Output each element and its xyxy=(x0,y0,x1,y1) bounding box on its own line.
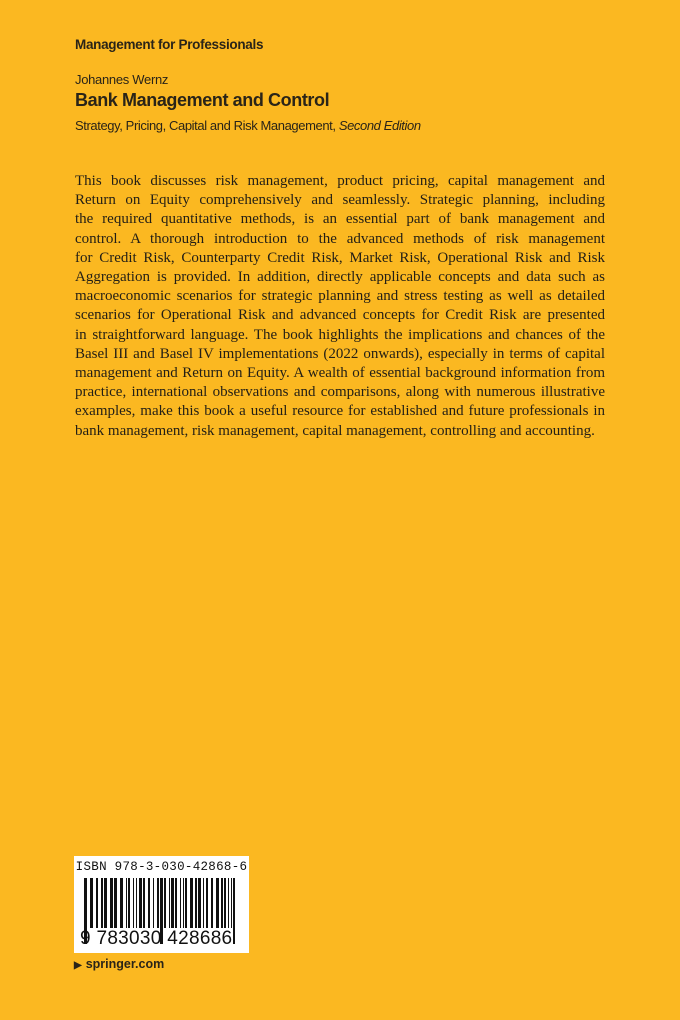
barcode-bar xyxy=(143,878,145,928)
barcode-bar xyxy=(148,878,150,928)
barcode-bar xyxy=(231,878,232,928)
ean-number: 9 783030 428686 xyxy=(80,928,233,949)
blurb-line: bank management, risk management, capital management, controlling and accounting. xyxy=(75,422,595,439)
book-title: Bank Management and Control xyxy=(75,90,330,110)
blurb-line: control. A thorough introduction to the advanced methods of risk management xyxy=(75,230,605,247)
barcode-bar xyxy=(114,878,117,928)
barcode-bar xyxy=(171,878,174,928)
author-name: Johannes Wernz xyxy=(75,72,169,87)
barcode-bar xyxy=(221,878,223,928)
barcode-bar xyxy=(133,878,134,928)
barcode-bar xyxy=(175,878,177,928)
barcode-bar xyxy=(104,878,107,928)
blurb-line: scenarios for Operational Risk and advanced concepts for Credit Risk are presented xyxy=(75,307,605,324)
barcode-bar xyxy=(203,878,204,928)
barcode-bar xyxy=(110,878,113,928)
barcode-bar xyxy=(169,878,170,928)
blurb-line: Aggregation is provided. In addition, directly applicable concepts and data such as xyxy=(75,269,605,286)
blurb-line: practice, international observations and comparisons, along with numerous illustrative xyxy=(75,384,605,401)
blurb-line: This book discusses risk management, product pricing, capital management and xyxy=(75,173,605,189)
barcode-bar xyxy=(206,878,208,928)
edition-text: Second Edition xyxy=(338,118,421,133)
blurb xyxy=(75,172,605,441)
barcode-bar xyxy=(216,878,219,928)
play-arrow-icon: ▶ xyxy=(74,960,82,971)
barcode-bar xyxy=(190,878,193,928)
blurb-line: macroeconomic scenarios for strategic planning and stress testing as well as detailed xyxy=(75,288,605,305)
publisher-link-text: springer.com xyxy=(85,957,165,971)
barcode-bar xyxy=(228,878,229,928)
book-subtitle xyxy=(75,118,421,133)
barcode-bar xyxy=(180,878,181,928)
blurb-line: the required quantitative methods, is an essential part of bank management and xyxy=(75,211,605,228)
barcode-bar xyxy=(120,878,123,928)
series-name: Management for Professionals xyxy=(75,37,264,52)
barcode-bar xyxy=(211,878,213,928)
barcode-bar xyxy=(96,878,98,928)
barcode xyxy=(74,856,249,953)
publisher-link[interactable] xyxy=(74,957,164,971)
barcode-bar xyxy=(198,878,201,928)
blurb-line: Basel III and Basel IV implementations (2022 onwards), especially in terms of capital xyxy=(75,345,605,362)
barcode-bar xyxy=(139,878,142,928)
barcode-bar xyxy=(90,878,93,928)
barcode-bar xyxy=(101,878,103,928)
blurb-line: Return on Equity comprehensively and seamlessly. Strategic planning, including xyxy=(75,192,605,209)
blurb-line: for Credit Risk, Counterparty Credit Risk, Market Risk, Operational Risk and Risk xyxy=(75,249,605,266)
barcode-bar xyxy=(128,878,130,928)
barcode-bar xyxy=(136,878,137,928)
blurb-line: examples, make this book a useful resource for established and future professionals in xyxy=(75,403,605,420)
barcode-bar xyxy=(224,878,226,928)
barcode-bar xyxy=(233,878,235,944)
barcode-bar xyxy=(157,878,159,928)
blurb-line: in straightforward language. The book highlights the implications and chances of the xyxy=(75,326,605,343)
barcode-bar xyxy=(126,878,127,928)
subtitle-text: Strategy, Pricing, Capital and Risk Management, xyxy=(75,118,339,133)
isbn-label: ISBN 978-3-030-42868-6 xyxy=(75,860,248,874)
blurb-line: management and Return on Equity. A wealth of essential background information from xyxy=(75,365,605,382)
barcode-bar xyxy=(195,878,197,928)
barcode-bar xyxy=(164,878,166,928)
barcode-bar xyxy=(183,878,184,928)
barcode-bar xyxy=(153,878,154,928)
barcode-bar xyxy=(185,878,187,928)
